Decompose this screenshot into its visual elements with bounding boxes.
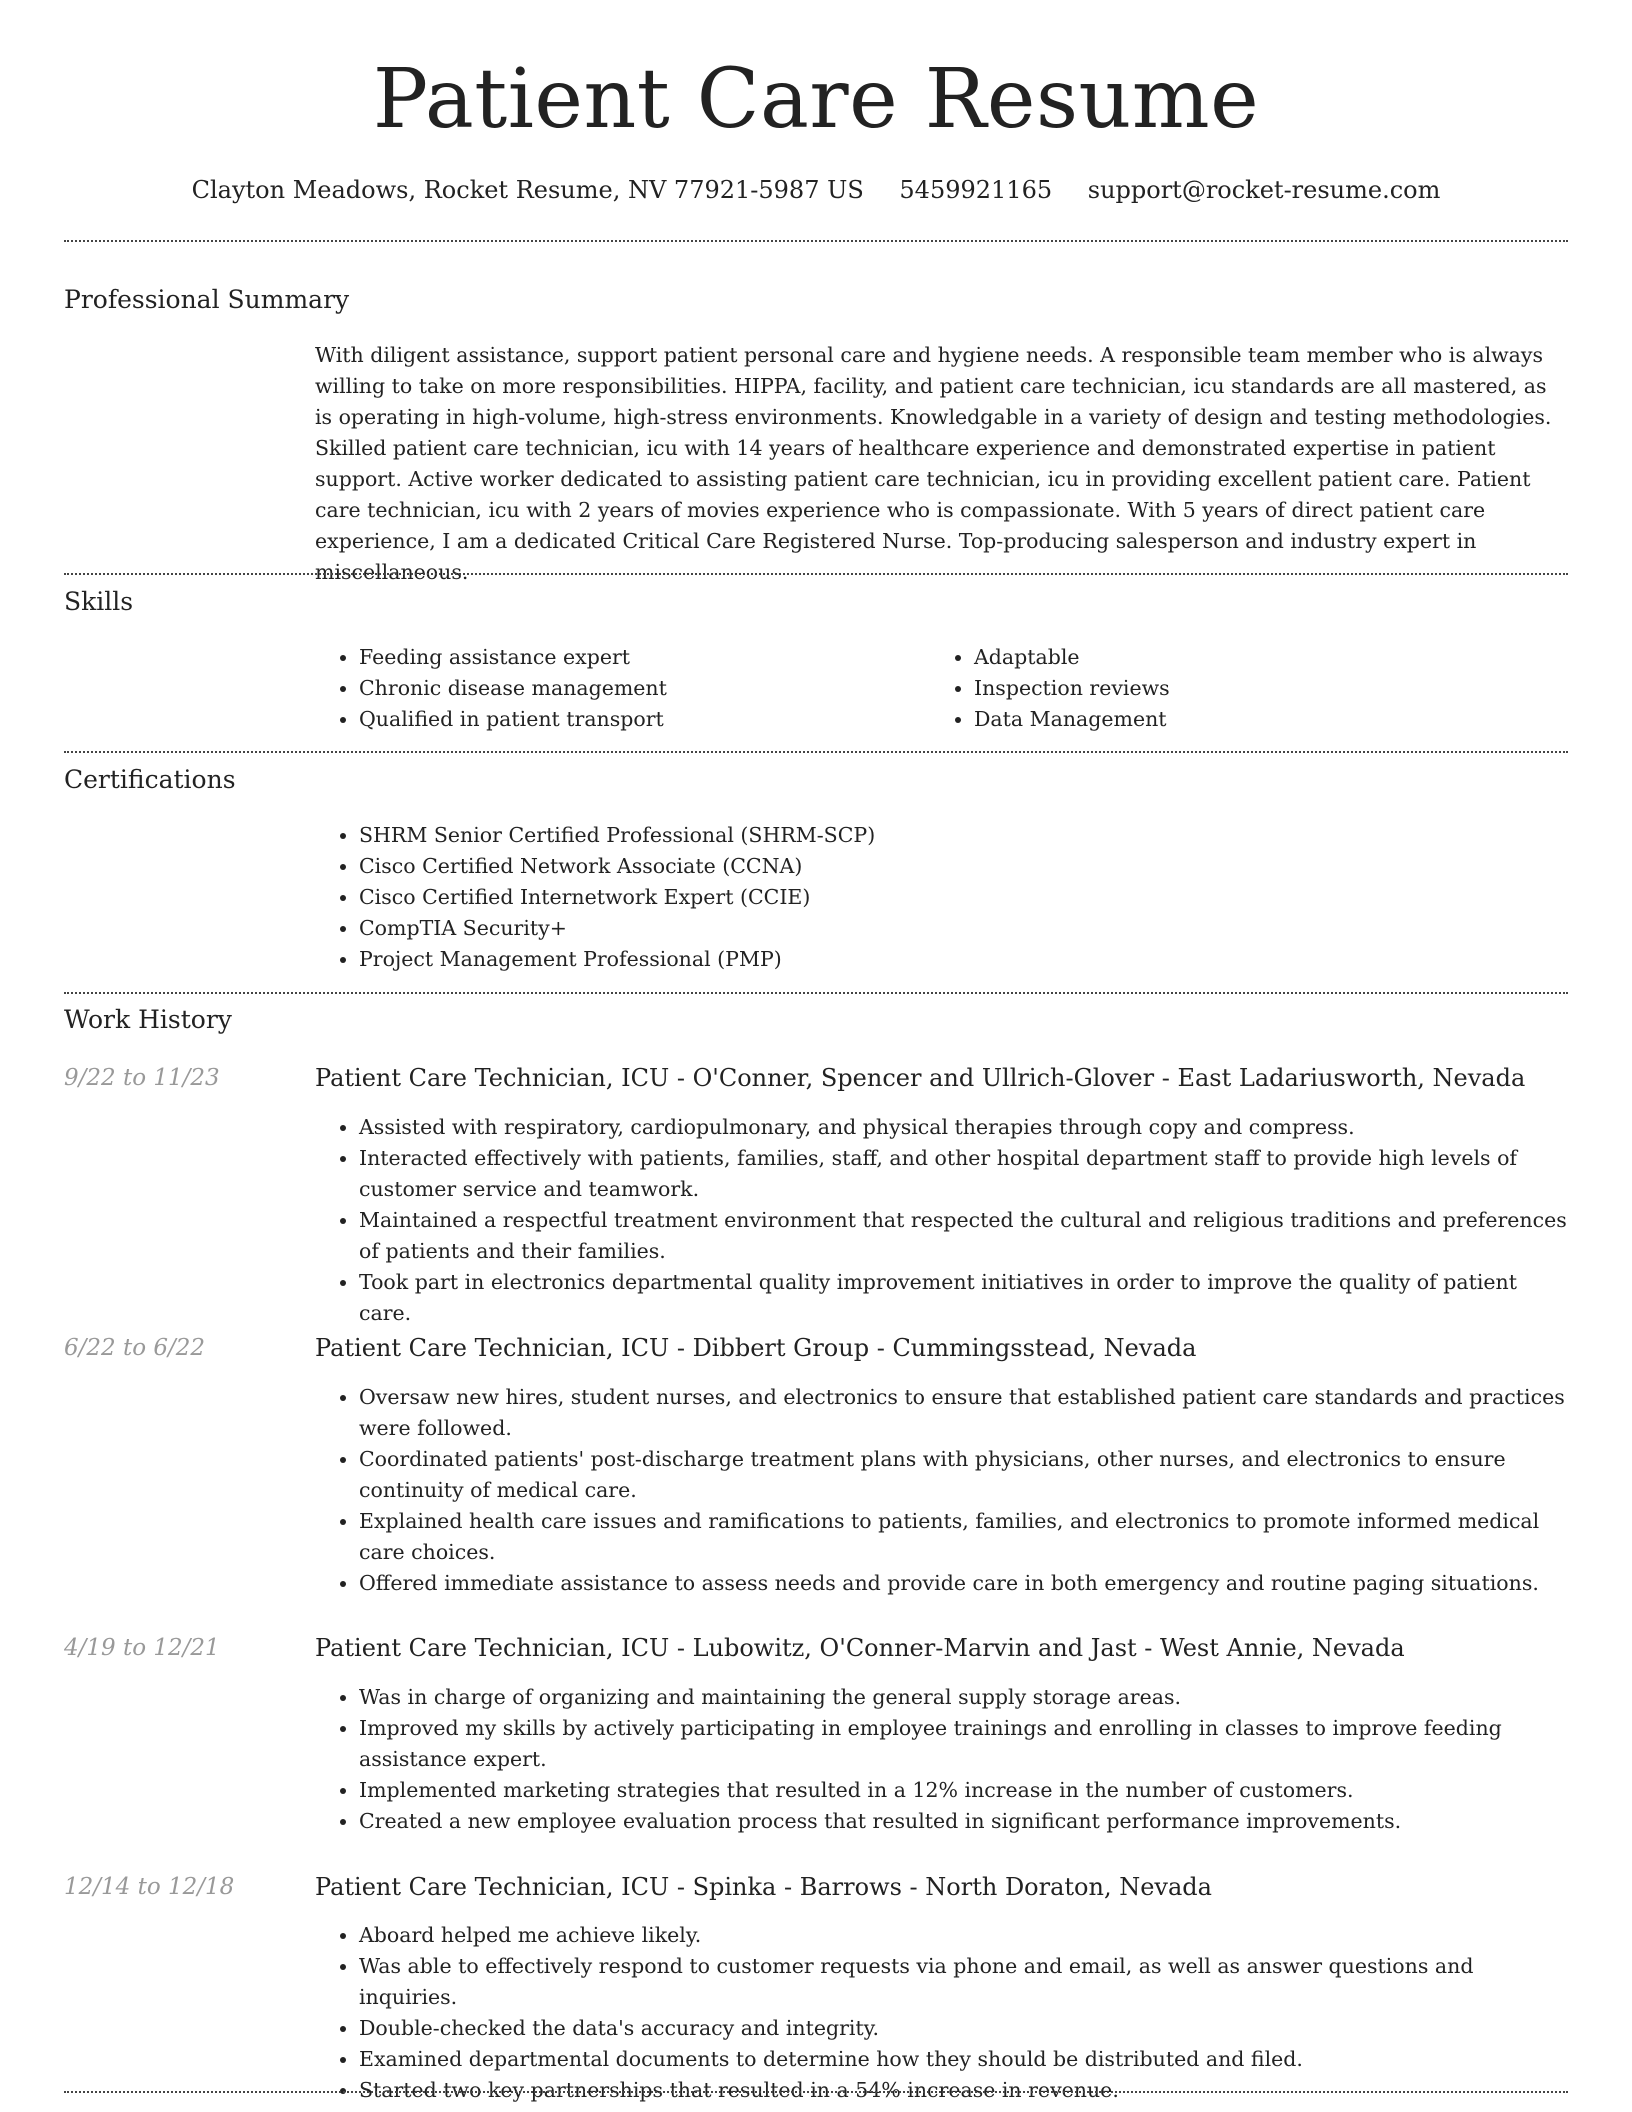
job-bullet: • Examined departmental documents to determine how they should be distributed and filed.	[359, 2044, 1567, 2075]
contact-email: support@rocket-resume.com	[1087, 176, 1441, 204]
summary-text: With diligent assistance, support patient personal care and hygiene needs. A responsible team member who is always willing to take on more responsibilities. HIPPA, facility, and patient care technician, icu standards are all mastered, as is operating in high-volume, high-stress environments. Knowledgable in a variety of design and testing methodologies. Skilled patient care technician, icu with 14 years of healthcare experience and demonstrated expertise in patient support. Active worker dedicated to assisting patient care technician, icu in providing excellent patient care. Patient care technician, icu with 2 years of movies experience who is compassionate. With 5 years of direct patient care experience, I am a dedicated Critical Care Registered Nurse. Top-producing salesperson and industry expert in miscellaneous.	[315, 343, 1552, 584]
skill-item: • Data Management	[974, 704, 1530, 735]
certification-item: • SHRM Senior Certified Professional (SHRM-SCP)	[359, 820, 1567, 851]
job-bullet: • Implemented marketing strategies that resulted in a 12% increase in the number of customers.	[359, 1775, 1567, 1806]
divider	[64, 2091, 1568, 2093]
contact-line	[0, 170, 1632, 210]
section-heading-summary: Professional Summary	[64, 285, 350, 314]
job-bullets	[315, 1920, 1567, 2106]
divider	[64, 573, 1568, 575]
certification-item: • Cisco Certified Network Associate (CCNA)	[359, 851, 1567, 882]
job-dates: 4/19 to 12/21	[64, 1635, 220, 1661]
job-bullet: • Created a new employee evaluation process that resulted in significant performance improvements.	[359, 1806, 1567, 1837]
job-bullets	[315, 1382, 1567, 1599]
skills-right-column	[930, 642, 1530, 735]
job-bullets	[315, 1112, 1567, 1329]
skill-item: • Chronic disease management	[359, 673, 915, 704]
job-title: Patient Care Technician, ICU - Spinka - Barrows - North Doraton, Nevada	[315, 1873, 1212, 1901]
section-heading-skills: Skills	[64, 587, 134, 616]
job-title: Patient Care Technician, ICU - Lubowitz, O'Conner-Marvin and Jast - West Annie, Nevada	[315, 1634, 1405, 1662]
skills-left-column	[315, 642, 915, 735]
job-bullet: • Double-checked the data's accuracy and integrity.	[359, 2013, 1567, 2044]
job-dates: 12/14 to 12/18	[64, 1874, 235, 1900]
certification-item: • Project Management Professional (PMP)	[359, 944, 1567, 975]
job-title: Patient Care Technician, ICU - O'Conner, Spencer and Ullrich-Glover - East Ladariusworth, Nevada	[315, 1064, 1526, 1092]
page-title: Patient Care Resume	[372, 52, 1260, 147]
divider	[64, 240, 1568, 242]
section-heading-work: Work History	[64, 1005, 232, 1034]
job-bullet: • Was in charge of organizing and maintaining the general supply storage areas.	[359, 1682, 1567, 1713]
job-bullet: • Maintained a respectful treatment environment that respected the cultural and religious traditions and preferences of patients and their families.	[359, 1205, 1567, 1267]
section-heading-certifications: Certifications	[64, 765, 236, 794]
job-bullet: • Offered immediate assistance to assess needs and provide care in both emergency and routine paging situations.	[359, 1568, 1567, 1599]
skill-item: • Adaptable	[974, 642, 1530, 673]
job-bullet: • Oversaw new hires, student nurses, and electronics to ensure that established patient care standards and practices were followed.	[359, 1382, 1567, 1444]
certifications-list	[315, 820, 1567, 975]
job-bullet: • Improved my skills by actively participating in employee trainings and enrolling in classes to improve feeding assistance expert.	[359, 1713, 1567, 1775]
job-bullet: • Coordinated patients' post-discharge treatment plans with physicians, other nurses, and electronics to ensure continuity of medical care.	[359, 1444, 1567, 1506]
divider	[64, 992, 1568, 994]
job-bullet: • Interacted effectively with patients, families, staff, and other hospital department staff to provide high levels of customer service and teamwork.	[359, 1143, 1567, 1205]
skill-item: • Inspection reviews	[974, 673, 1530, 704]
certification-item: • CompTIA Security+	[359, 913, 1567, 944]
job-bullet: • Was able to effectively respond to customer requests via phone and email, as well as answer questions and inquiries.	[359, 1951, 1567, 2013]
divider	[64, 751, 1568, 753]
job-dates: 6/22 to 6/22	[64, 1335, 206, 1361]
job-bullet: • Started two key partnerships that resulted in a 54% increase in revenue.	[359, 2075, 1567, 2106]
contact-phone: 5459921165	[899, 176, 1053, 204]
job-dates: 9/22 to 11/23	[64, 1065, 220, 1091]
job-bullet: • Explained health care issues and ramifications to patients, families, and electronics to promote informed medical care choices.	[359, 1506, 1567, 1568]
contact-address: Clayton Meadows, Rocket Resume, NV 77921-5987 US	[191, 176, 864, 204]
job-bullet: • Aboard helped me achieve likely.	[359, 1920, 1567, 1951]
job-bullets	[315, 1682, 1567, 1837]
certification-item: • Cisco Certified Internetwork Expert (CCIE)	[359, 882, 1567, 913]
skill-item: • Qualified in patient transport	[359, 704, 915, 735]
job-bullet: • Took part in electronics departmental quality improvement initiatives in order to improve the quality of patient care.	[359, 1267, 1567, 1329]
job-title: Patient Care Technician, ICU - Dibbert Group - Cummingsstead, Nevada	[315, 1334, 1197, 1362]
job-bullet: • Assisted with respiratory, cardiopulmonary, and physical therapies through copy and compress.	[359, 1112, 1567, 1143]
skill-item: • Feeding assistance expert	[359, 642, 915, 673]
